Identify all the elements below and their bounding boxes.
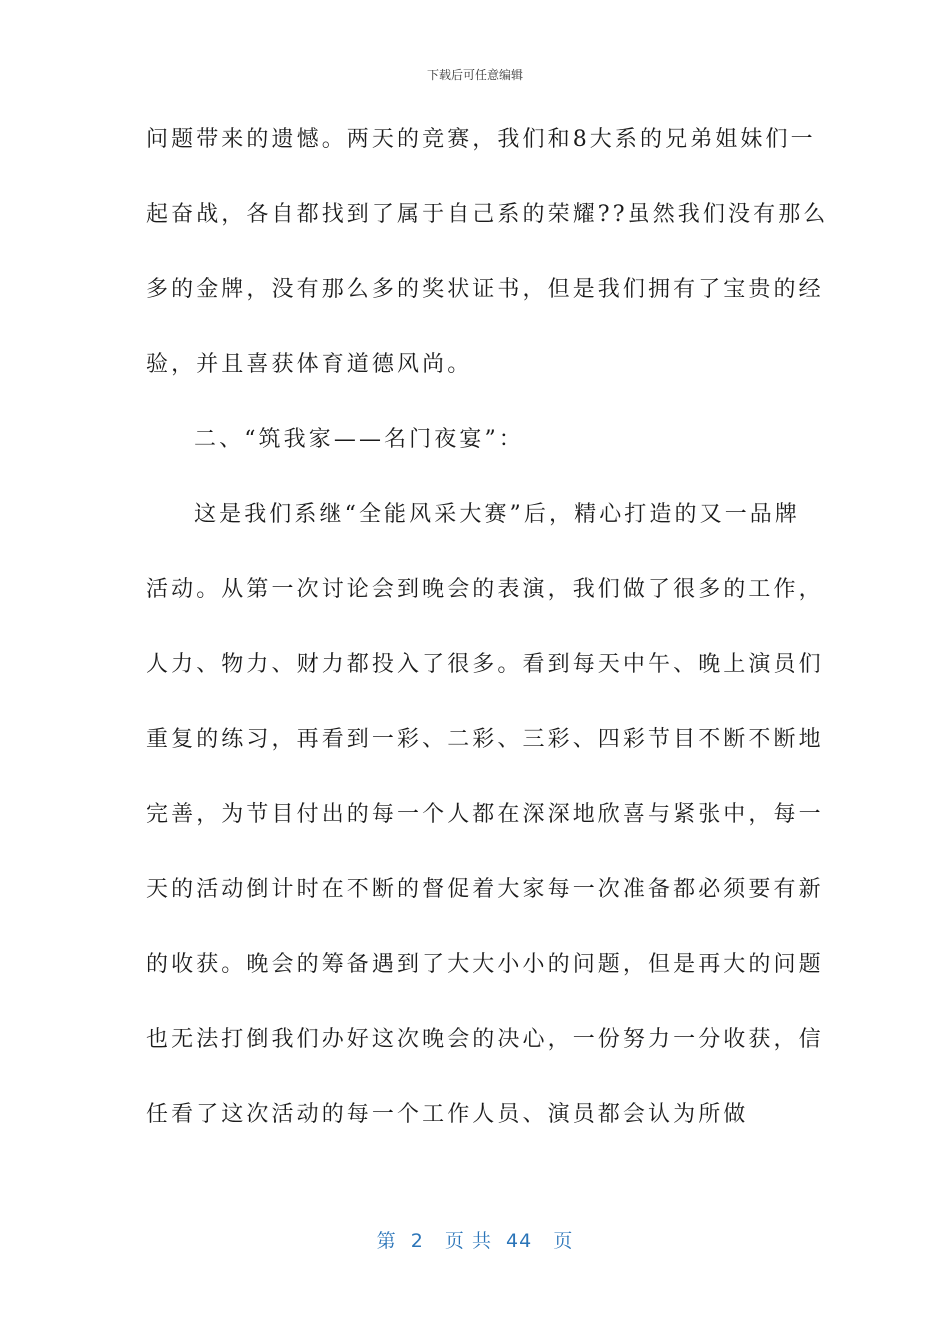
page-header: 下载后可任意编辑 [426,68,523,82]
text-line: 活动。从第一次讨论会到晚会的表演，我们做了很多的工作， [146,577,824,602]
text-line: 完善，为节目付出的每一个人都在深深地欣喜与紧张中，每一 [146,802,824,827]
section-heading: 二、“筑我家——名门夜宴”： [194,427,524,452]
text-line: 这是我们系继“全能风采大赛”后，精心打造的又一品牌 [194,502,800,527]
text-line: 天的活动倒计时在不断的督促着大家每一次准备都必须要有新 [146,877,824,902]
text-line: 也无法打倒我们办好这次晚会的决心，一份努力一分收获，信 [146,1027,824,1052]
text-line: 重复的练习，再看到一彩、二彩、三彩、四彩节目不断不断地 [146,727,824,752]
document-body [146,121,829,1171]
text-line: 验，并且喜获体育道德风尚。 [146,352,473,377]
text-line: 起奋战，各自都找到了属于自己系的荣耀??虽然我们没有那么 [146,202,829,227]
text-line: 的收获。晚会的筹备遇到了大大小小的问题，但是再大的问题 [146,952,824,977]
text-line: 任看了这次活动的每一个工作人员、演员都会认为所做 [146,1102,749,1127]
text-line: 人力、物力、财力都投入了很多。看到每天中午、晚上演员们 [146,652,824,677]
text-line: 多的金牌，没有那么多的奖状证书，但是我们拥有了宝贵的经 [146,277,824,302]
page-number-footer: 第 2 页 共 44 页 [376,1230,574,1252]
text-line: 问题带来的遗憾。两天的竞赛，我们和8大系的兄弟姐妹们一 [146,127,816,152]
